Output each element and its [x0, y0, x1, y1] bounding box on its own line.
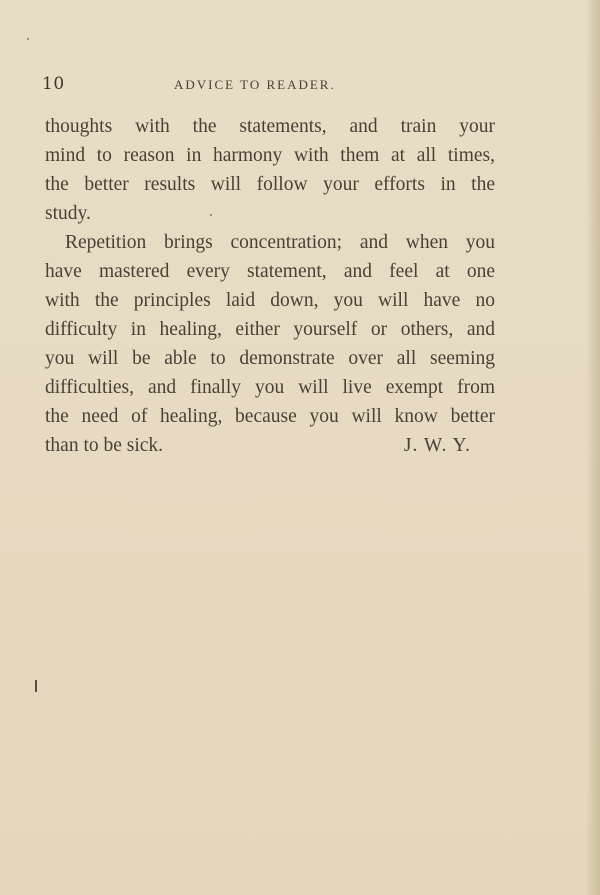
paper-speck — [27, 38, 29, 40]
page-header — [42, 74, 492, 98]
text-line: mind to reason in harmony with them at all times, — [45, 145, 495, 166]
closing-text: than to be sick. — [45, 435, 164, 456]
paragraph-1 — [45, 112, 495, 228]
page-number: 10 — [42, 74, 65, 94]
text-line: difficulties, and finally you will live exempt from — [45, 377, 495, 398]
text-line: Repetition brings concentration; and when you — [65, 232, 495, 253]
text-line: thoughts with the statements, and train your — [45, 116, 495, 137]
text-line: have mastered every statement, and feel at one — [45, 261, 495, 282]
text-line: you will be able to demonstrate over all seeming — [45, 348, 495, 369]
body-text — [45, 112, 495, 460]
author-signature: J. W. Y. — [403, 435, 471, 456]
text-line: study. — [45, 203, 91, 224]
page-edge-shadow — [586, 0, 600, 895]
paragraph-2 — [45, 228, 495, 460]
ink-mark — [35, 680, 37, 692]
text-line: the better results will follow your efforts in the — [45, 174, 495, 195]
text-line: with the principles laid down, you will have no — [45, 290, 495, 311]
closing-line — [45, 431, 495, 460]
running-head: ADVICE TO READER. — [174, 77, 336, 92]
paper-speck — [210, 214, 212, 216]
text-line: difficulty in healing, either yourself or others, and — [45, 319, 495, 340]
text-line: the need of healing, because you will know better — [45, 406, 495, 427]
